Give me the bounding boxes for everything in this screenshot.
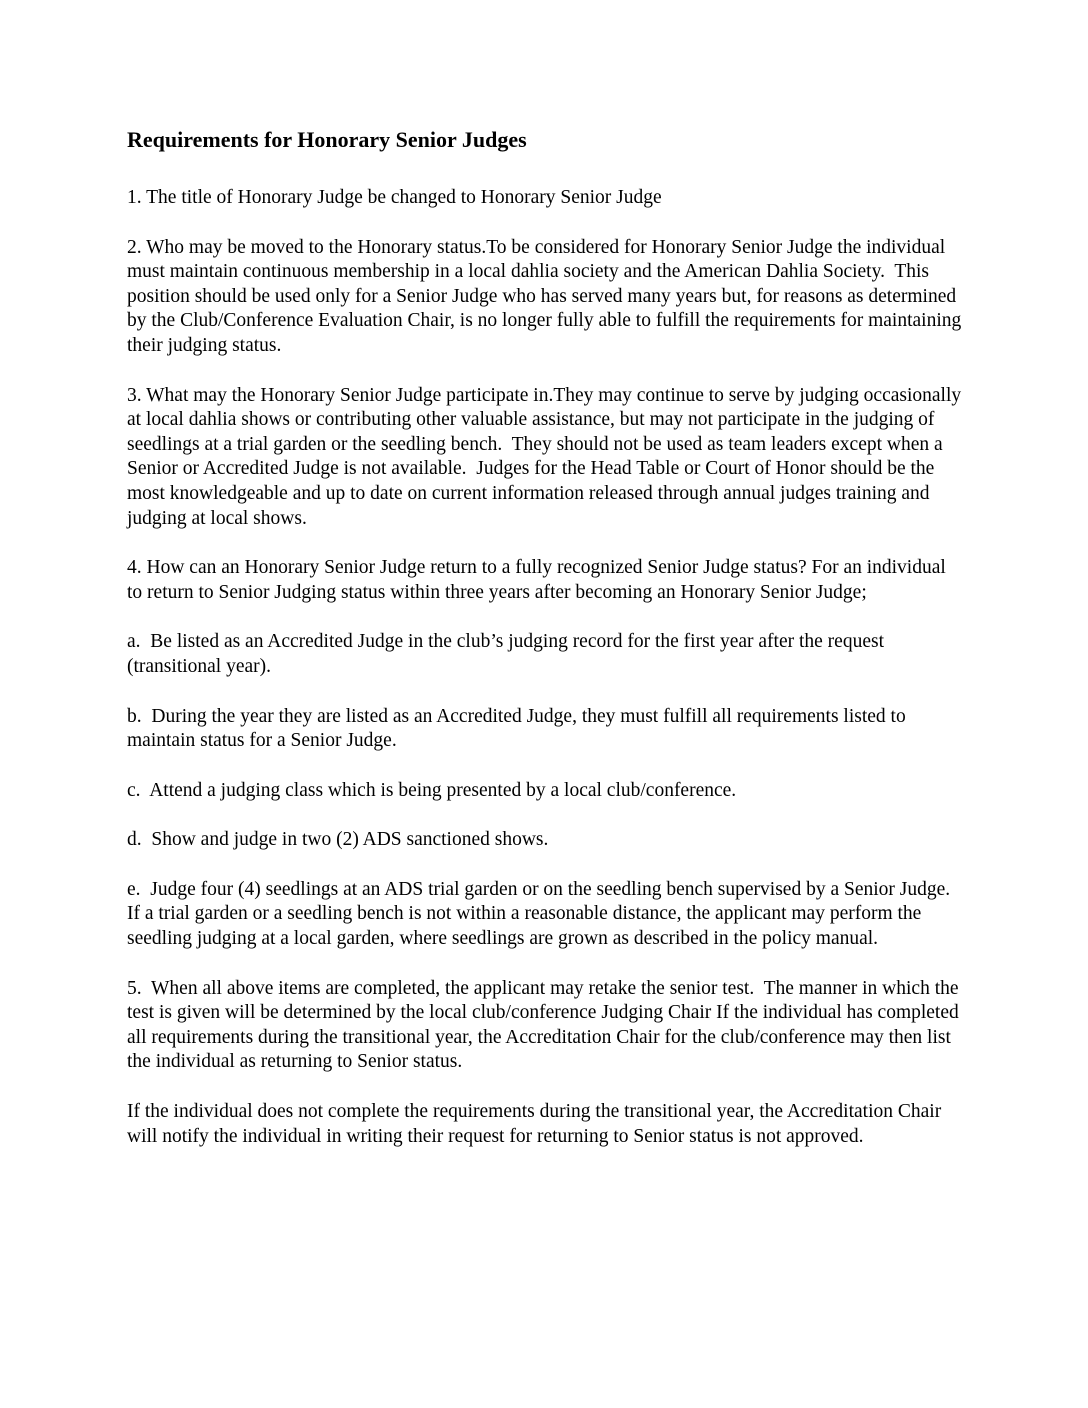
paragraph-4: 4. How can an Honorary Senior Judge return to a fully recognized Senior Judge status? For an individual to return to Senior Judging status within three years after becoming an Honorary Senior Judge; bbox=[127, 557, 951, 603]
list-item-e: e. Judge four (4) seedlings at an ADS trial garden or on the seedling bench supervised by a Senior Judge. If a trial garden or a seedling bench is not within a reasonable distance, the applicant may perform the seedling judging at a local garden, where seedlings are grown as described in the policy manual. bbox=[127, 878, 956, 950]
list-item-d: d. Show and judge in two (2) ADS sanctioned shows. bbox=[127, 829, 549, 851]
list-item-c: c. Attend a judging class which is being presented by a local club/conference. bbox=[127, 779, 737, 801]
list-item-a: a. Be listed as an Accredited Judge in the club’s judging record for the first year after the request (transitional year). bbox=[127, 631, 889, 677]
paragraph-2: 2. Who may be moved to the Honorary status.To be considered for Honorary Senior Judge the individual must maintain continuous membership in a local dahlia society and the American Dahlia Society. This position should be used only for a Senior Judge who has served many years but, for reasons as determined by the Club/Conference Evaluation Chair, is no longer fully able to fulfill the requirements for maintaining their judging status. bbox=[127, 236, 967, 356]
paragraph-1: 1. The title of Honorary Judge be changed to Honorary Senior Judge bbox=[127, 187, 662, 208]
list-item-b: b. During the year they are listed as an Accredited Judge, they must fulfill all requirements listed to maintain status for a Senior Judge. bbox=[127, 705, 911, 752]
closing-paragraph: If the individual does not complete the requirements during the transitional year, the Accreditation Chair will notify the individual in writing their request for returning to Senior status is not approved. bbox=[127, 1101, 947, 1147]
paragraph-5: 5. When all above items are completed, the applicant may retake the senior test. The manner in which the test is given will be determined by the local club/conference Judging Chair If the individual has completed all requirements during the transitional year, the Accreditation Chair for the club/conference may then list the individual as returning to Senior status. bbox=[127, 977, 964, 1073]
document-title: Requirements for Honorary Senior Judges bbox=[127, 127, 527, 152]
paragraph-3: 3. What may the Honorary Senior Judge participate in.They may continue to serve by judging occasionally at local dahlia shows or contributing other valuable assistance, but may not participate in the judging of seedlings at a trial garden or the seedling bench. They should not be used as team leaders except when a Senior or Accredited Judge is not available. Judges for the Head Table or Court of Honor should be the most knowledgeable and up to date on current information released through annual judges training and judging at local shows. bbox=[127, 384, 966, 529]
